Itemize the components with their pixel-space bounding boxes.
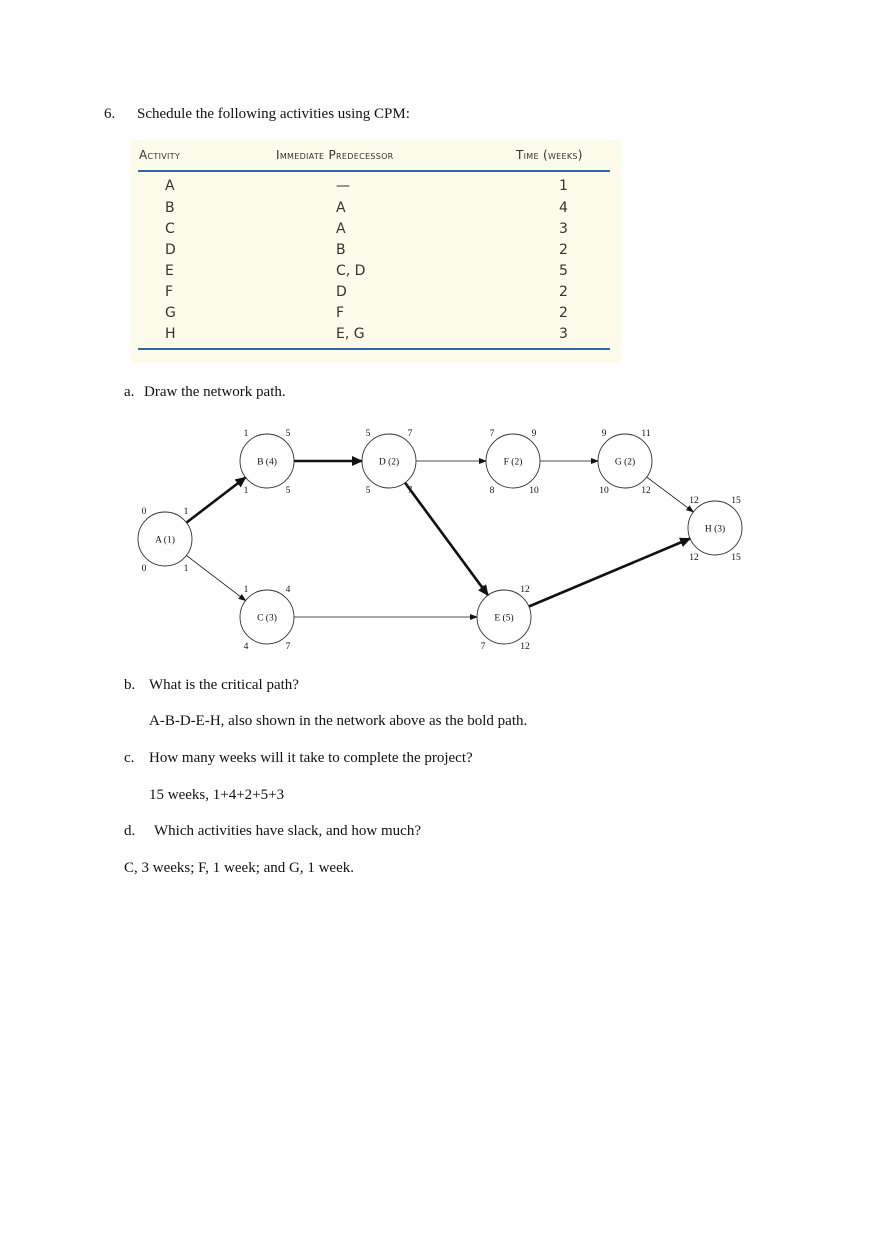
node-b-early-start: 1 (243, 429, 249, 439)
node-e (477, 585, 531, 652)
node-f-late-finish: 10 (529, 486, 539, 496)
part-b-question: What is the critical path? (149, 677, 299, 693)
table-cell-predecessor: A (336, 221, 346, 237)
part-a-question: Draw the network path. (144, 384, 286, 400)
table-cell-activity: H (165, 326, 176, 342)
node-a-early-finish: 1 (183, 507, 189, 517)
table-cell-predecessor: B (336, 242, 346, 258)
node-d-early-start: 5 (365, 429, 371, 439)
table-cell-time: 4 (559, 200, 568, 216)
table-cell-time: 2 (559, 242, 568, 258)
table-cell-predecessor: C, D (336, 263, 366, 279)
question-text: Schedule the following activities using CPM: (137, 106, 410, 122)
table-cell-time: 1 (559, 178, 568, 194)
table-cell-predecessor: F (336, 305, 345, 321)
table-cell-activity: C (165, 221, 175, 237)
node-e-late-start: 7 (480, 642, 486, 652)
part-a-label: a. (124, 384, 135, 400)
node-b-late-start: 1 (243, 486, 249, 496)
table-cell-activity: B (165, 200, 175, 216)
node-a-late-start: 0 (141, 564, 147, 574)
node-c-late-finish: 7 (285, 642, 291, 652)
node-g-late-start: 10 (599, 486, 609, 496)
table-cell-time: 2 (559, 284, 568, 300)
question-number: 6. (104, 106, 116, 122)
table-cell-activity: D (165, 242, 176, 258)
node-g-late-finish: 12 (641, 486, 651, 496)
edge-a-b-critical (183, 477, 245, 522)
part-d-label: d. (124, 823, 136, 839)
edge-g-h (647, 477, 694, 512)
node-d (362, 429, 416, 496)
node-b (240, 429, 294, 496)
table-header-time: Time (weeks) (516, 148, 583, 162)
node-f-early-finish: 9 (531, 429, 537, 439)
edge-d-e-critical (405, 483, 488, 596)
node-b-late-finish: 5 (285, 486, 291, 496)
table-cell-predecessor: E, G (336, 326, 365, 342)
node-c-late-start: 4 (243, 642, 249, 652)
node-b-label: B (4) (257, 457, 277, 468)
part-c-question: How many weeks will it take to complete the project? (149, 750, 473, 766)
node-h-label: H (3) (704, 524, 726, 535)
node-h-early-start: 12 (689, 496, 699, 506)
part-d-answer: C, 3 weeks; F, 1 week; and G, 1 week. (124, 860, 355, 876)
table-cell-predecessor: — (336, 178, 350, 194)
node-g-early-finish: 11 (641, 429, 651, 439)
table-cell-activity: G (165, 305, 176, 321)
node-c-label: C (3) (257, 613, 277, 624)
node-a-early-start: 0 (141, 507, 147, 517)
node-c-early-finish: 4 (285, 585, 291, 595)
node-g-early-start: 9 (601, 429, 607, 439)
node-c (240, 585, 294, 652)
node-e-early-finish: 12 (520, 585, 530, 595)
table-cell-time: 2 (559, 305, 568, 321)
node-c-early-start: 1 (243, 585, 249, 595)
part-c-label: c. (124, 750, 135, 766)
part-b-answer: A-B-D-E-H, also shown in the network above as the bold path. (149, 713, 528, 729)
table-cell-time: 3 (559, 221, 568, 237)
node-a-late-finish: 1 (183, 564, 189, 574)
node-a (138, 507, 192, 574)
part-c-answer: 15 weeks, 1+4+2+5+3 (149, 787, 285, 803)
table-header-predecessor: Immediate Predecessor (276, 148, 394, 162)
table-header-activity: Activity (139, 148, 181, 162)
node-g (598, 429, 652, 496)
part-b-label: b. (124, 677, 136, 693)
table-cell-activity: A (165, 178, 175, 194)
node-g-label: G (2) (614, 457, 636, 468)
node-d-early-finish: 7 (407, 429, 413, 439)
node-f-early-start: 7 (489, 429, 495, 439)
node-e-late-finish: 12 (520, 642, 530, 652)
part-d-question: Which activities have slack, and how much? (154, 823, 421, 839)
node-h-late-finish: 15 (731, 553, 741, 563)
table-cell-activity: F (165, 284, 174, 300)
table-cell-predecessor: A (336, 200, 346, 216)
node-a-label: A (1) (155, 535, 175, 546)
node-f-label: F (2) (503, 457, 523, 468)
node-h-early-finish: 15 (731, 496, 741, 506)
node-h-late-start: 12 (689, 553, 699, 563)
node-d-late-finish: 7 (407, 486, 413, 496)
edge-e-h-critical (529, 539, 690, 607)
node-h (688, 496, 742, 563)
table-cell-time: 3 (559, 326, 568, 342)
node-d-label: D (2) (378, 457, 400, 468)
node-f-late-start: 8 (489, 486, 495, 496)
edge-a-c (183, 555, 245, 600)
node-d-late-start: 5 (365, 486, 371, 496)
table-cell-activity: E (165, 263, 174, 279)
node-e-early-start: 7 (480, 585, 486, 595)
table-cell-time: 5 (559, 263, 568, 279)
table-cell-predecessor: D (336, 284, 347, 300)
node-e-label: E (5) (494, 613, 514, 624)
node-f (486, 429, 540, 496)
node-b-early-finish: 5 (285, 429, 291, 439)
